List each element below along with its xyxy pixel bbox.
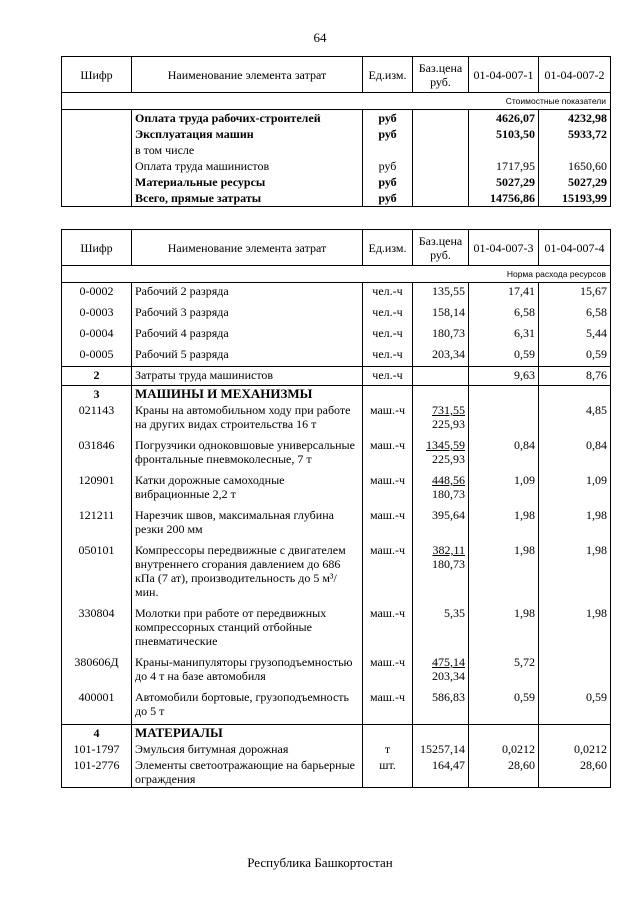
name-cell: Элементы светоотражающие на барьерные ограждения — [132, 757, 363, 788]
value2-cell: 15,67 — [539, 283, 611, 304]
code-cell: 121211 — [62, 507, 132, 542]
value2-cell: 4232,98 — [539, 110, 611, 127]
price-cell — [413, 126, 469, 142]
header-code: Шифр — [62, 230, 132, 266]
value1-cell: 5027,29 — [469, 174, 539, 190]
table2-subheader-row — [62, 266, 611, 283]
base-price: 586,83 — [432, 690, 465, 704]
name-cell: Краны-манипуляторы грузоподъемностью до 4 т на базе автомобиля — [132, 654, 363, 689]
name-cell: Нарезчик швов, максимальная глубина резки 200 мм — [132, 507, 363, 542]
value2-cell: 28,60 — [539, 757, 611, 788]
header-col1: 01-04-007-1 — [469, 57, 539, 93]
table-row — [62, 654, 611, 689]
table-row — [62, 190, 611, 207]
table-row — [62, 507, 611, 542]
unit-cell: чел.-ч — [363, 283, 413, 304]
table-row — [62, 542, 611, 605]
code-cell: 120901 — [62, 472, 132, 507]
operator-price: 180,73 — [432, 557, 465, 571]
name-cell: Автомобили бортовые, грузоподъемность до 5 т — [132, 689, 363, 725]
value2-cell: 1,98 — [539, 507, 611, 542]
base-price: 5,35 — [444, 606, 465, 620]
value1-cell: 6,31 — [469, 325, 539, 346]
unit-cell: маш.-ч — [363, 402, 413, 437]
value2-cell: 1650,60 — [539, 158, 611, 174]
price-cell — [413, 472, 469, 507]
page-number: 64 — [313, 30, 327, 45]
code-cell: 050101 — [62, 542, 132, 605]
table-row — [62, 605, 611, 654]
name-cell: Оплата труда машинистов — [132, 158, 363, 174]
table-row — [62, 689, 611, 725]
name-cell: Краны на автомобильном ходу при работе на других видах строительства 16 т — [132, 402, 363, 437]
table1-subheader-row — [62, 93, 611, 110]
base-price: 382,11 — [432, 543, 465, 557]
name-cell: Эмульсия битумная дорожная — [132, 741, 363, 757]
price-cell: 180,73 — [413, 325, 469, 346]
name-cell: Рабочий 5 разряда — [132, 346, 363, 367]
table-row — [62, 158, 611, 174]
name-cell: в том числе — [132, 142, 363, 158]
code-cell — [62, 142, 132, 158]
value2-cell: 1,98 — [539, 542, 611, 605]
price-cell — [413, 158, 469, 174]
value1-cell: 1,98 — [469, 507, 539, 542]
operator-price: 180,73 — [432, 487, 465, 501]
code-cell: 101-2776 — [62, 757, 132, 788]
code-cell — [62, 190, 132, 207]
value2-cell: 1,09 — [539, 472, 611, 507]
table-row — [62, 283, 611, 304]
value1-cell — [469, 402, 539, 437]
price-cell — [413, 402, 469, 437]
section-title: МАТЕРИАЛЫ — [132, 725, 363, 742]
code-cell: 400001 — [62, 689, 132, 725]
table-row — [62, 325, 611, 346]
resource-norms-table — [61, 229, 611, 788]
price-cell — [413, 689, 469, 725]
price-cell: 135,55 — [413, 283, 469, 304]
header-col1: 01-04-007-3 — [469, 230, 539, 266]
value2-cell: 0,59 — [539, 346, 611, 367]
base-price: 1345,59 — [426, 438, 465, 452]
price-cell — [413, 174, 469, 190]
header-unit: Ед.изм. — [363, 57, 413, 93]
code-cell — [62, 110, 132, 127]
table-row — [62, 346, 611, 367]
table-row — [62, 437, 611, 472]
unit-cell: маш.-ч — [363, 542, 413, 605]
price-cell — [413, 367, 469, 386]
empty-cell — [413, 386, 469, 403]
value2-cell: 5933,72 — [539, 126, 611, 142]
value1-cell: 1717,95 — [469, 158, 539, 174]
name-cell: Всего, прямые затраты — [132, 190, 363, 207]
section-code: 3 — [62, 386, 132, 403]
table-row — [62, 386, 611, 403]
unit-cell: руб — [363, 174, 413, 190]
unit-cell: руб — [363, 126, 413, 142]
value1-cell — [469, 142, 539, 158]
name-cell: Рабочий 3 разряда — [132, 304, 363, 325]
empty-cell — [413, 725, 469, 742]
table2-subheader: Норма расхода ресурсов — [62, 266, 611, 283]
code-cell: 330804 — [62, 605, 132, 654]
empty-cell — [469, 725, 539, 742]
code-cell: 0-0002 — [62, 283, 132, 304]
value2-cell — [539, 654, 611, 689]
empty-cell — [363, 725, 413, 742]
name-cell: Рабочий 2 разряда — [132, 283, 363, 304]
unit-cell: т — [363, 741, 413, 757]
price-cell — [413, 110, 469, 127]
table-row — [62, 367, 611, 386]
name-cell: Катки дорожные самоходные вибрационные 2,2 т — [132, 472, 363, 507]
price-cell — [413, 605, 469, 654]
table-row — [62, 402, 611, 437]
code-cell: 0-0003 — [62, 304, 132, 325]
price-cell — [413, 142, 469, 158]
section-code: 4 — [62, 725, 132, 742]
table1-header-row — [62, 57, 611, 93]
code-cell: 0-0005 — [62, 346, 132, 367]
header-code: Шифр — [62, 57, 132, 93]
price-cell — [413, 507, 469, 542]
table-row — [62, 126, 611, 142]
table-row — [62, 174, 611, 190]
name-cell: Погрузчики одноковшовые универсальные фронтальные пневмоколесные, 7 т — [132, 437, 363, 472]
empty-cell — [539, 386, 611, 403]
value2-cell: 1,98 — [539, 605, 611, 654]
header-unit: Ед.изм. — [363, 230, 413, 266]
table2-header-row — [62, 230, 611, 266]
value1-cell: 0,59 — [469, 689, 539, 725]
code-cell: 031846 — [62, 437, 132, 472]
table-row — [62, 304, 611, 325]
unit-cell: шт. — [363, 757, 413, 788]
unit-cell: маш.-ч — [363, 437, 413, 472]
value2-cell: 15193,99 — [539, 190, 611, 207]
unit-cell: чел.-ч — [363, 367, 413, 386]
unit-cell: маш.-ч — [363, 689, 413, 725]
name-cell: Оплата труда рабочих-строителей — [132, 110, 363, 127]
table-row — [62, 142, 611, 158]
table-row — [62, 110, 611, 127]
value1-cell: 6,58 — [469, 304, 539, 325]
code-cell — [62, 174, 132, 190]
header-name: Наименование элемента затрат — [132, 57, 363, 93]
code-cell — [62, 158, 132, 174]
code-cell: 2 — [62, 367, 132, 386]
operator-price: 225,93 — [432, 417, 465, 431]
table-row — [62, 741, 611, 757]
value1-cell: 14756,86 — [469, 190, 539, 207]
value2-cell: 0,59 — [539, 689, 611, 725]
base-price: 731,55 — [432, 403, 465, 417]
name-cell: Затраты труда машинистов — [132, 367, 363, 386]
price-cell: 158,14 — [413, 304, 469, 325]
value2-cell: 8,76 — [539, 367, 611, 386]
operator-price: 203,34 — [432, 669, 465, 683]
name-cell: Рабочий 4 разряда — [132, 325, 363, 346]
unit-cell: маш.-ч — [363, 654, 413, 689]
value1-cell: 1,09 — [469, 472, 539, 507]
value1-cell: 0,84 — [469, 437, 539, 472]
value1-cell: 28,60 — [469, 757, 539, 788]
table-row — [62, 725, 611, 742]
table-row — [62, 472, 611, 507]
footer-region: Республика Башкортостан — [247, 855, 393, 870]
value1-cell: 5103,50 — [469, 126, 539, 142]
header-col2: 01-04-007-2 — [539, 57, 611, 93]
value2-cell: 0,84 — [539, 437, 611, 472]
header-price: Баз.цена руб. — [413, 57, 469, 93]
value1-cell: 1,98 — [469, 542, 539, 605]
code-cell: 021143 — [62, 402, 132, 437]
price-cell — [413, 437, 469, 472]
value2-cell: 5,44 — [539, 325, 611, 346]
unit-cell: маш.-ч — [363, 472, 413, 507]
empty-cell — [539, 725, 611, 742]
unit-cell: чел.-ч — [363, 346, 413, 367]
cost-indicators-table — [61, 56, 611, 207]
header-price: Баз.цена руб. — [413, 230, 469, 266]
unit-cell — [363, 142, 413, 158]
unit-cell: руб — [363, 158, 413, 174]
code-cell: 0-0004 — [62, 325, 132, 346]
base-price: 448,56 — [432, 473, 465, 487]
unit-cell: руб — [363, 110, 413, 127]
value1-cell: 9,63 — [469, 367, 539, 386]
code-cell: 101-1797 — [62, 741, 132, 757]
base-price: 395,64 — [432, 508, 465, 522]
name-cell — [132, 542, 363, 605]
price-cell — [413, 190, 469, 207]
price-cell — [413, 654, 469, 689]
name-cell: Материальные ресурсы — [132, 174, 363, 190]
operator-price: 225,93 — [432, 452, 465, 466]
value2-cell: 0,0212 — [539, 741, 611, 757]
code-cell — [62, 126, 132, 142]
unit-cell: руб — [363, 190, 413, 207]
empty-cell — [469, 386, 539, 403]
value2-cell — [539, 142, 611, 158]
unit-cell: чел.-ч — [363, 304, 413, 325]
section-title: МАШИНЫ И МЕХАНИЗМЫ — [132, 386, 363, 403]
name-cell: Эксплуатация машин — [132, 126, 363, 142]
unit-cell: чел.-ч — [363, 325, 413, 346]
price-cell: 164,47 — [413, 757, 469, 788]
value1-cell: 4626,07 — [469, 110, 539, 127]
table1-subheader: Стоимостные показатели — [62, 93, 611, 110]
price-cell — [413, 542, 469, 605]
table-row — [62, 757, 611, 788]
value1-cell: 0,0212 — [469, 741, 539, 757]
value1-cell: 0,59 — [469, 346, 539, 367]
value1-cell: 17,41 — [469, 283, 539, 304]
value1-cell: 5,72 — [469, 654, 539, 689]
name-cell: Молотки при работе от передвижных компрессорных станций отбойные пневматические — [132, 605, 363, 654]
machine-name: Компрессоры передвижные с двигателем внутреннего сгорания давлением до 686 кПа (7 ат), производительность до 5 м³/мин. — [135, 543, 346, 599]
unit-cell: маш.-ч — [363, 605, 413, 654]
unit-cell: маш.-ч — [363, 507, 413, 542]
value2-cell: 6,58 — [539, 304, 611, 325]
header-col2: 01-04-007-4 — [539, 230, 611, 266]
code-cell: 380606Д — [62, 654, 132, 689]
price-cell: 203,34 — [413, 346, 469, 367]
header-name: Наименование элемента затрат — [132, 230, 363, 266]
value1-cell: 1,98 — [469, 605, 539, 654]
empty-cell — [363, 386, 413, 403]
value2-cell: 4,85 — [539, 402, 611, 437]
value2-cell: 5027,29 — [539, 174, 611, 190]
base-price: 475,14 — [432, 655, 465, 669]
price-cell: 15257,14 — [413, 741, 469, 757]
